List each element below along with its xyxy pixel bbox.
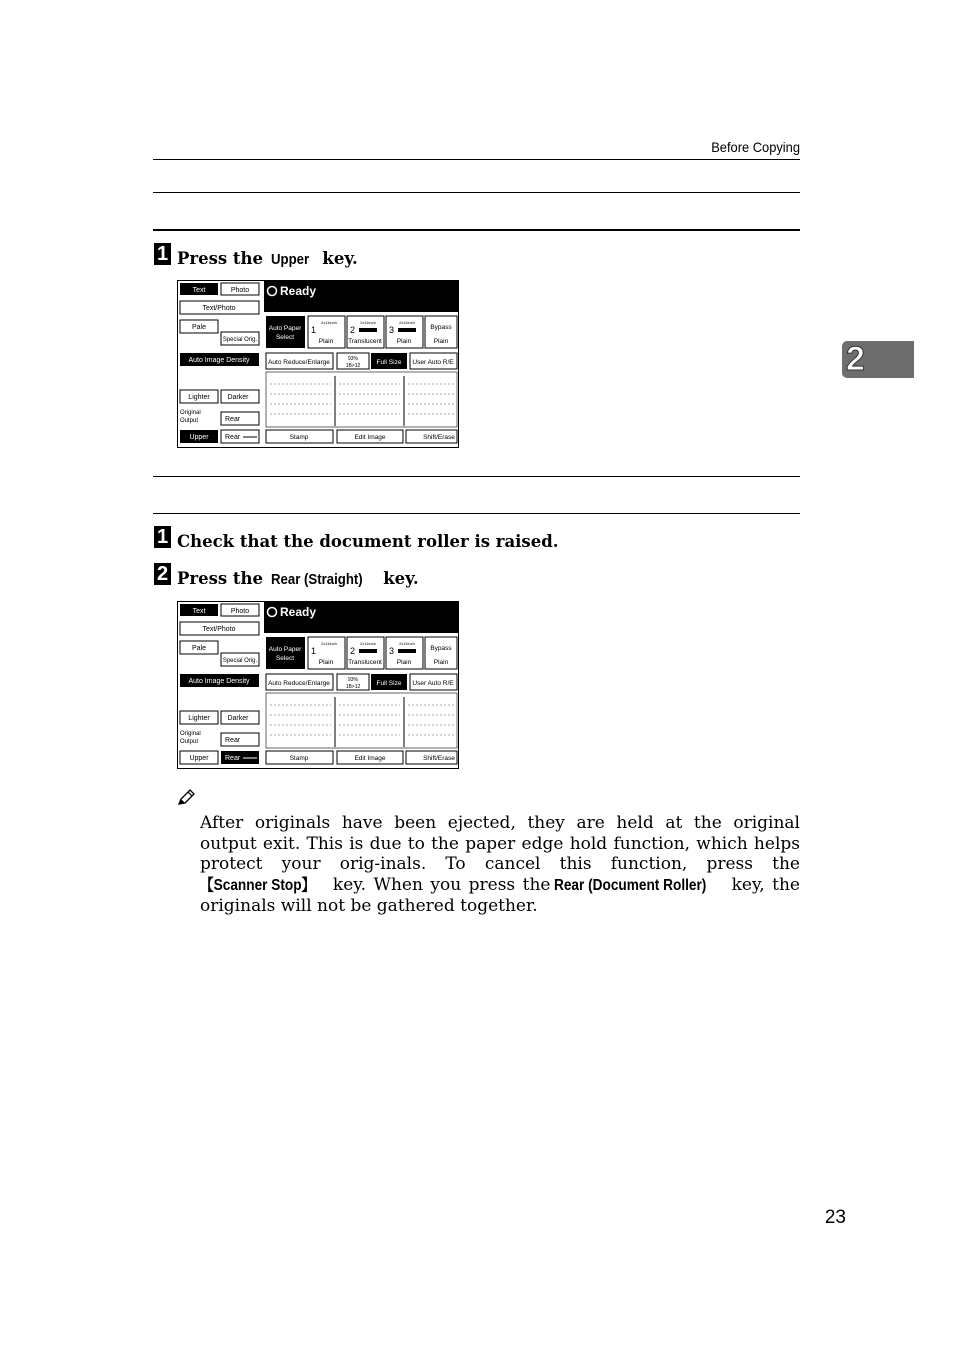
- svg-text:Plain: Plain: [396, 338, 412, 345]
- svg-text:Pale: Pale: [191, 324, 207, 331]
- step-number: 1: [154, 243, 171, 265]
- svg-text:Ready: Ready: [280, 284, 317, 298]
- svg-text:1: 1: [311, 646, 317, 656]
- svg-text:Darker: Darker: [227, 394, 249, 401]
- svg-text:Rear: Rear: [225, 737, 241, 744]
- svg-text:93%: 93%: [347, 356, 359, 362]
- svg-text:User Auto R/E: User Auto R/E: [412, 680, 454, 687]
- pencil-note-icon: [176, 788, 196, 808]
- svg-text:Stamp: Stamp: [289, 434, 309, 441]
- svg-text:Auto Reduce/Enlarge: Auto Reduce/Enlarge: [268, 680, 330, 687]
- svg-text:1: 1: [311, 325, 317, 335]
- svg-text:Translucent: Translucent: [348, 338, 382, 345]
- section-rule-bottom: [153, 513, 800, 514]
- step-number: 1: [154, 526, 171, 548]
- svg-text:Text: Text: [192, 608, 206, 615]
- key-name: Upper: [271, 251, 310, 268]
- svg-text:Upper: Upper: [189, 434, 209, 441]
- svg-text:2x11inch: 2x11inch: [321, 641, 337, 646]
- svg-text:Rear: Rear: [225, 416, 241, 423]
- running-header: Before Copying: [711, 139, 800, 155]
- svg-text:Darker: Darker: [227, 715, 249, 722]
- svg-text:3: 3: [389, 325, 395, 335]
- svg-text:2x11inch: 2x11inch: [360, 320, 376, 325]
- section-rule-bottom: [153, 229, 800, 231]
- svg-text:Special Orig.: Special Orig.: [222, 658, 258, 664]
- svg-text:Auto Paper: Auto Paper: [268, 325, 302, 332]
- svg-text:Output: Output: [180, 418, 199, 424]
- svg-text:1B>12: 1B>12: [345, 363, 361, 369]
- svg-text:Full Size: Full Size: [376, 359, 402, 366]
- svg-text:Output: Output: [180, 739, 199, 745]
- svg-text:Special Orig.: Special Orig.: [222, 337, 258, 343]
- control-panel-screenshot-rear: [177, 601, 459, 769]
- svg-text:Plain: Plain: [318, 338, 334, 345]
- svg-text:Select: Select: [275, 334, 295, 341]
- svg-text:Auto Reduce/Enlarge: Auto Reduce/Enlarge: [268, 359, 330, 366]
- svg-text:User Auto R/E: User Auto R/E: [412, 359, 454, 366]
- svg-text:3: 3: [389, 646, 395, 656]
- svg-text:93%: 93%: [347, 677, 359, 683]
- step-number: 2: [154, 563, 171, 585]
- svg-text:Rear: Rear: [225, 434, 241, 441]
- svg-text:Auto Image Density: Auto Image Density: [188, 678, 250, 685]
- svg-text:Photo: Photo: [230, 608, 250, 615]
- svg-text:Ready: Ready: [280, 605, 317, 619]
- svg-text:Bypass: Bypass: [430, 645, 452, 652]
- svg-text:Shift/Erase: Shift/Erase: [423, 755, 455, 762]
- svg-text:Plain: Plain: [433, 659, 449, 666]
- svg-text:Plain: Plain: [396, 659, 412, 666]
- page-number: 23: [824, 1207, 846, 1228]
- control-panel-screenshot-upper: [177, 280, 459, 448]
- svg-text:Select: Select: [275, 655, 295, 662]
- svg-text:2: 2: [350, 325, 356, 335]
- svg-text:Text: Text: [192, 287, 206, 294]
- header-rule: [153, 159, 800, 160]
- section-rule-top: [153, 192, 800, 193]
- svg-text:Lighter: Lighter: [188, 715, 210, 722]
- svg-text:Plain: Plain: [433, 338, 449, 345]
- svg-text:2x11inch: 2x11inch: [321, 320, 337, 325]
- svg-text:Stamp: Stamp: [289, 755, 309, 762]
- svg-text:Auto Image Density: Auto Image Density: [188, 357, 250, 364]
- svg-text:Edit Image: Edit Image: [354, 434, 386, 441]
- svg-text:Plain: Plain: [318, 659, 334, 666]
- chapter-tab: 2: [842, 341, 914, 378]
- svg-text:Original: Original: [180, 731, 201, 737]
- svg-text:1B>12: 1B>12: [345, 684, 361, 690]
- svg-text:Rear: Rear: [225, 755, 241, 762]
- note-paragraph: After originals have been ejected, they are held at the original output exit. This is due to the paper edge hold function, which helps protect your orig-inals. To cancel this function, press the【Scanner Stop】 key. When you press the Rear (Document Roller) key, the originals will not be gathered together.: [200, 813, 800, 917]
- svg-text:Text/Photo: Text/Photo: [202, 626, 236, 633]
- svg-text:Full Size: Full Size: [376, 680, 402, 687]
- svg-text:2x11inch: 2x11inch: [360, 641, 376, 646]
- key-name: 【Scanner Stop】: [200, 876, 316, 894]
- svg-text:Text/Photo: Text/Photo: [202, 305, 236, 312]
- section-rule-top: [153, 476, 800, 477]
- svg-text:2x11inch: 2x11inch: [399, 641, 415, 646]
- step-instruction: Press the Upper key.: [177, 249, 358, 268]
- svg-text:Original: Original: [180, 410, 201, 416]
- key-name: Rear (Document Roller): [554, 876, 707, 894]
- svg-text:2x11inch: 2x11inch: [399, 320, 415, 325]
- svg-text:Bypass: Bypass: [430, 324, 452, 331]
- svg-text:Auto Paper: Auto Paper: [268, 646, 302, 653]
- svg-text:Upper: Upper: [189, 755, 209, 762]
- svg-text:Photo: Photo: [230, 287, 250, 294]
- svg-text:Shift/Erase: Shift/Erase: [423, 434, 455, 441]
- step-instruction: Press the Rear (Straight) key.: [177, 569, 419, 588]
- svg-text:Lighter: Lighter: [188, 394, 210, 401]
- svg-text:Edit Image: Edit Image: [354, 755, 386, 762]
- svg-text:2: 2: [350, 646, 356, 656]
- step-instruction: Check that the document roller is raised.: [177, 532, 559, 551]
- svg-text:Pale: Pale: [191, 645, 207, 652]
- key-name: Rear (Straight): [271, 571, 363, 588]
- svg-text:Translucent: Translucent: [348, 659, 382, 666]
